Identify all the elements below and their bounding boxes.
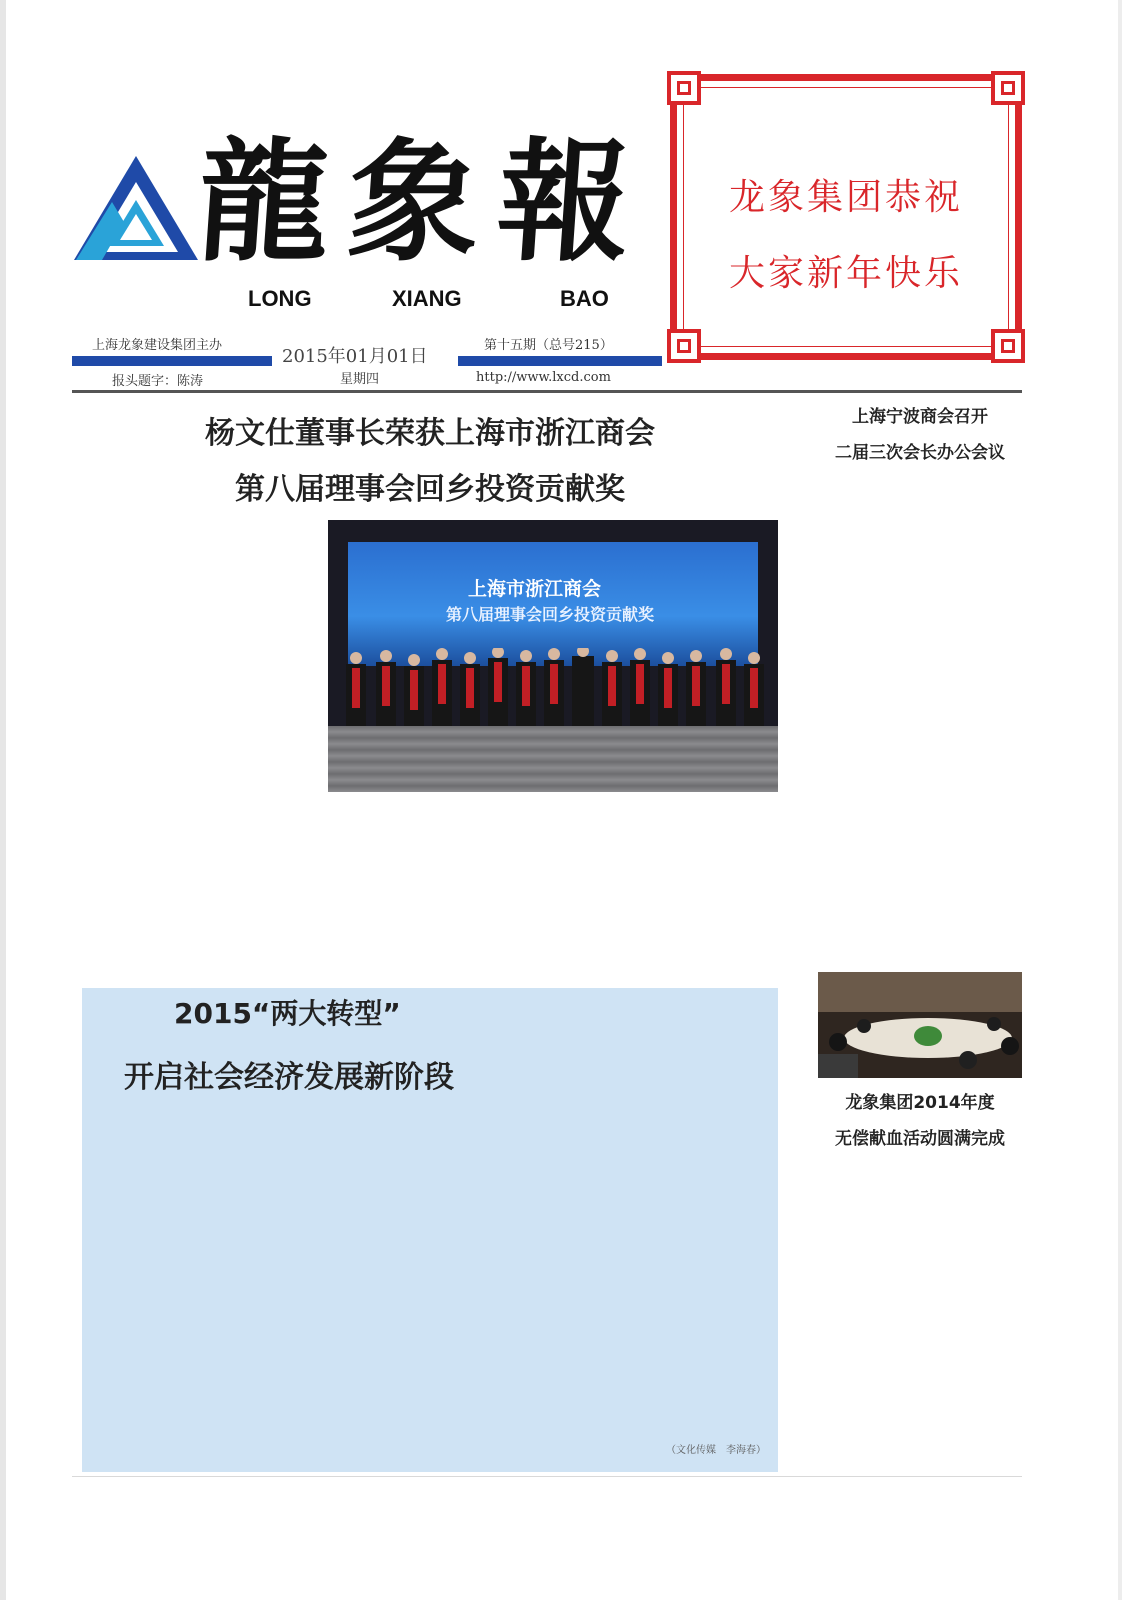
title-signature: 报头题字：陈涛 [112, 374, 204, 389]
main-headline-line-2: 第八届理事会回乡投资贡献奖 [235, 472, 625, 507]
issue-date: 2015年01月01日 [282, 346, 428, 367]
fret-corner-ornament [991, 329, 1025, 363]
two-transformations-article [82, 988, 778, 1472]
new-year-greeting-box [670, 74, 1022, 360]
page-edge-right [1118, 0, 1122, 1600]
masthead-divider [72, 390, 1022, 393]
fret-corner-ornament [667, 71, 701, 105]
meeting-photo [818, 972, 1022, 1078]
masthead-pinyin-bao: BAO [560, 286, 609, 311]
side-headline-1-line-1: 上海宁波商会召开 [852, 407, 988, 427]
side-headline-2-line-2: 无偿献血活动圆满完成 [835, 1129, 1005, 1149]
blue-headline-line-2: 开启社会经济发展新阶段 [124, 1060, 454, 1095]
side-article-1-body [818, 466, 1024, 960]
info-bar-right [458, 356, 662, 366]
blue-article-column-3 [568, 996, 774, 1438]
issue-weekday: 星期四 [340, 372, 380, 387]
longxiang-logo [72, 152, 200, 264]
masthead-pinyin-long: LONG [248, 286, 312, 311]
main-article-column-1 [82, 514, 294, 980]
fret-corner-ornament [667, 329, 701, 363]
photo-screen-text-1: 上海市浙江商会 [468, 578, 602, 600]
info-bar-left [72, 356, 272, 366]
main-headline-line-1: 杨文仕董事长荣获上海市浙江商会 [205, 416, 655, 451]
issue-number: 第十五期（总号215） [484, 338, 613, 353]
side-headline-2-line-1: 龙象集团2014年度 [845, 1093, 995, 1113]
blue-article-column-1 [88, 1098, 298, 1468]
main-article-column-2 [328, 798, 540, 980]
award-ceremony-photo [328, 520, 778, 792]
side-headline-1-line-2: 二届三次会长办公会议 [835, 443, 1005, 463]
side-article-2-body [818, 1160, 1024, 1472]
main-article-column-3 [568, 798, 780, 958]
blue-article-column-2 [328, 1098, 540, 1468]
blue-article-byline: （文化传媒 李海春） [666, 1445, 766, 1456]
masthead-title: 龍象報 [192, 125, 654, 280]
masthead-pinyin-xiang: XIANG [392, 286, 462, 311]
fret-corner-ornament [991, 71, 1025, 105]
stage-floor [328, 726, 778, 792]
greeting-line-1: 龙象集团恭祝 [728, 177, 963, 218]
website-link[interactable]: http://www.lxcd.com [476, 370, 611, 385]
blue-headline-line-1: 2015“两大转型” [174, 997, 401, 1030]
photo-screen-text-2: 第八届理事会回乡投资贡献奖 [446, 605, 655, 624]
sponsor-line: 上海龙象建设集团主办 [92, 338, 223, 353]
greeting-line-2: 大家新年快乐 [728, 253, 963, 294]
award-recipients-group [342, 648, 772, 732]
meeting-photo-scene [818, 972, 1022, 1078]
page-edge-left [0, 0, 6, 1600]
bottom-divider [72, 1476, 1022, 1477]
